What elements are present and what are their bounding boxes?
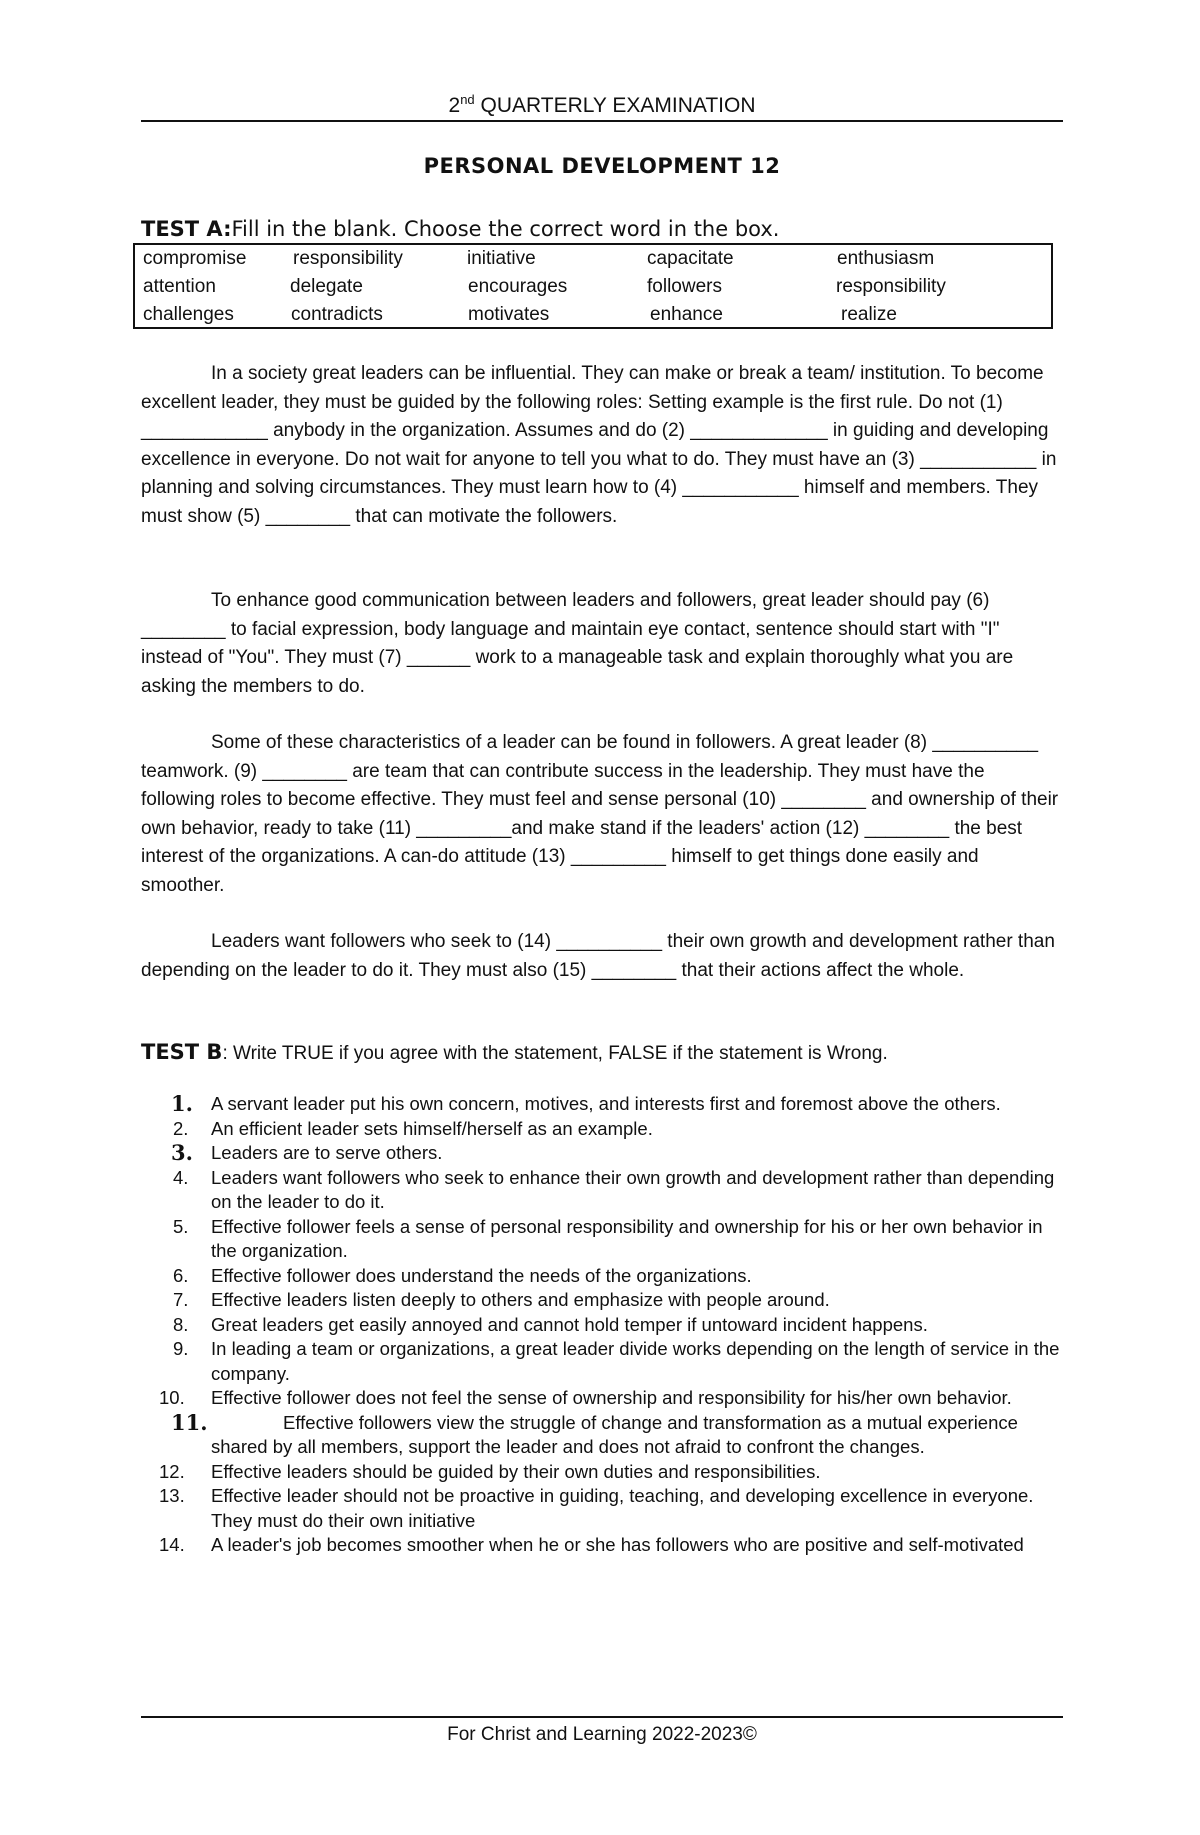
header-number: 2	[448, 94, 461, 117]
header-title: QUARTERLY EXAMINATION	[480, 94, 756, 117]
word-bank-word: capacitate	[647, 248, 734, 269]
word-bank-word: encourages	[468, 276, 568, 297]
passage-paragraph-3	[141, 729, 1063, 900]
word-bank-word: compromise	[143, 248, 247, 269]
item-number: 9.	[173, 1338, 189, 1359]
word-bank-word: contradicts	[291, 304, 383, 325]
item-text: Effective leaders should be guided by their own duties and responsibilities.	[211, 1460, 821, 1482]
list-item	[141, 1411, 1063, 1460]
test-a-label: TEST A:	[141, 217, 232, 241]
item-number: 12.	[159, 1460, 185, 1482]
list-item	[141, 1264, 1063, 1289]
item-text: Effective follower does understand the needs of the organizations.	[211, 1264, 752, 1286]
list-item	[141, 1313, 1063, 1338]
list-item	[141, 1092, 1063, 1117]
paragraph-text: To enhance good communication between leaders and followers, great leader should pay (6) ________ to facial expression, body language and maintain eye contact, sentence should start with "I" instead of "You". They must (7) ______ work to a manageable task and explain thoroughly what you are asking the members to do.	[141, 590, 1014, 697]
test-b-heading	[141, 1040, 888, 1065]
list-item	[141, 1533, 1063, 1558]
header-suffix: nd	[460, 92, 475, 107]
word-bank-word: followers	[647, 276, 722, 297]
list-item	[141, 1141, 1063, 1166]
word-bank-word: responsibility	[836, 276, 946, 297]
item-number: 4.	[173, 1166, 189, 1188]
exam-header	[141, 92, 1063, 122]
word-bank-word: initiative	[467, 248, 536, 269]
true-false-list	[141, 1092, 1063, 1558]
list-item	[141, 1288, 1063, 1313]
word-bank-word: motivates	[468, 304, 550, 325]
item-text: Effective leader should not be proactive in guiding, teaching, and developing excellence in everyone. They must do their own initiative	[211, 1485, 1034, 1531]
paragraph-text: In a society great leaders can be influential. They can make or break a team/ institution. To become excellent leader, they must be guided by the following roles: Setting example is the first rule. Do not (1) ____________ anybody in the organization. Assumes and do (2) _____________ in guiding and developing excellence in everyone. Do not wait for anyone to tell you what to do. They must have an (3) ___________ in planning and solving circumstances. They must learn how to (4) ___________ himself and members. They must show (5) ________ that can motivate the followers.	[141, 363, 1057, 527]
test-b-label: TEST B	[141, 1040, 223, 1064]
item-text: Effective follower does not feel the sense of ownership and responsibility for his/her own behavior.	[211, 1387, 1012, 1408]
list-item	[141, 1460, 1063, 1485]
word-bank-word: enhance	[650, 304, 723, 325]
item-number: 5.	[173, 1215, 189, 1237]
item-number: 7.	[173, 1289, 189, 1310]
word-bank-word: delegate	[290, 276, 363, 297]
item-number: 11.	[171, 1409, 208, 1435]
item-text: Effective follower feels a sense of personal responsibility and ownership for his or her own behavior in the organization.	[211, 1215, 1043, 1261]
item-text: Leaders want followers who seek to enhance their own growth and development rather than depending on the leader to do it.	[211, 1166, 1055, 1212]
passage-paragraph-4	[141, 928, 1063, 985]
item-number: 1.	[171, 1091, 193, 1116]
document-title: PERSONAL DEVELOPMENT 12	[423, 154, 781, 178]
passage-paragraph-1	[141, 360, 1063, 531]
item-number: 10.	[159, 1387, 185, 1408]
item-number: 2.	[173, 1117, 189, 1139]
word-bank-word: enthusiasm	[837, 248, 935, 269]
list-item	[141, 1215, 1063, 1264]
passage-paragraph-2	[141, 587, 1063, 701]
item-text: Leaders are to serve others.	[211, 1142, 443, 1163]
word-bank-box	[133, 243, 1053, 329]
word-bank-word: challenges	[143, 304, 234, 325]
item-text: A servant leader put his own concern, motives, and interests first and foremost above the others.	[211, 1093, 1001, 1114]
item-number: 6.	[173, 1264, 189, 1286]
paragraph-text: Some of these characteristics of a leader can be found in followers. A great leader (8) __________ teamwork. (9) ________ are team that can contribute success in the leadership. They must have the following roles to become effective. They must feel and sense personal (10) ________ and ownership of their own behavior, ready to take (11) _________and make stand if the leaders' action (12) ________ the best interest of the organizations. A can-do attitude (13) _________ himself to get things done easily and smoother.	[141, 732, 1059, 896]
list-item	[141, 1166, 1063, 1215]
test-b-instruction: : Write TRUE if you agree with the statement, FALSE if the statement is Wrong.	[222, 1043, 888, 1064]
item-number: 13.	[159, 1485, 185, 1506]
list-item	[141, 1117, 1063, 1142]
item-number: 14.	[159, 1534, 185, 1555]
item-number: 8.	[173, 1313, 189, 1335]
item-text: Effective followers view the struggle of change and transformation as a mutual experience shared by all members, support the leader and does not afraid to confront the changes.	[211, 1411, 1018, 1457]
page-footer: For Christ and Learning 2022-2023©	[141, 1716, 1063, 1746]
item-text: Effective leaders listen deeply to others and emphasize with people around.	[211, 1289, 830, 1310]
test-a-instruction: Fill in the blank. Choose the correct word in the box.	[231, 217, 780, 241]
list-item	[141, 1337, 1063, 1386]
item-text: A leader's job becomes smoother when he or she has followers who are positive and self-motivated	[211, 1534, 1024, 1555]
item-text: Great leaders get easily annoyed and cannot hold temper if untoward incident happens.	[211, 1313, 928, 1335]
paragraph-text: Leaders want followers who seek to (14) __________ their own growth and development rather than depending on the leader to do it. They must also (15) ________ that their actions affect the whole.	[141, 931, 1055, 981]
word-bank-word: realize	[841, 304, 897, 325]
word-bank-word: responsibility	[293, 248, 403, 269]
list-item	[141, 1386, 1063, 1411]
item-text: In leading a team or organizations, a great leader divide works depending on the length of service in the company.	[211, 1338, 1060, 1384]
test-a-heading	[141, 217, 779, 241]
item-text: An efficient leader sets himself/herself as an example.	[211, 1117, 653, 1139]
word-bank-word: attention	[143, 276, 216, 297]
item-number: 3.	[171, 1140, 193, 1165]
list-item	[141, 1484, 1063, 1533]
